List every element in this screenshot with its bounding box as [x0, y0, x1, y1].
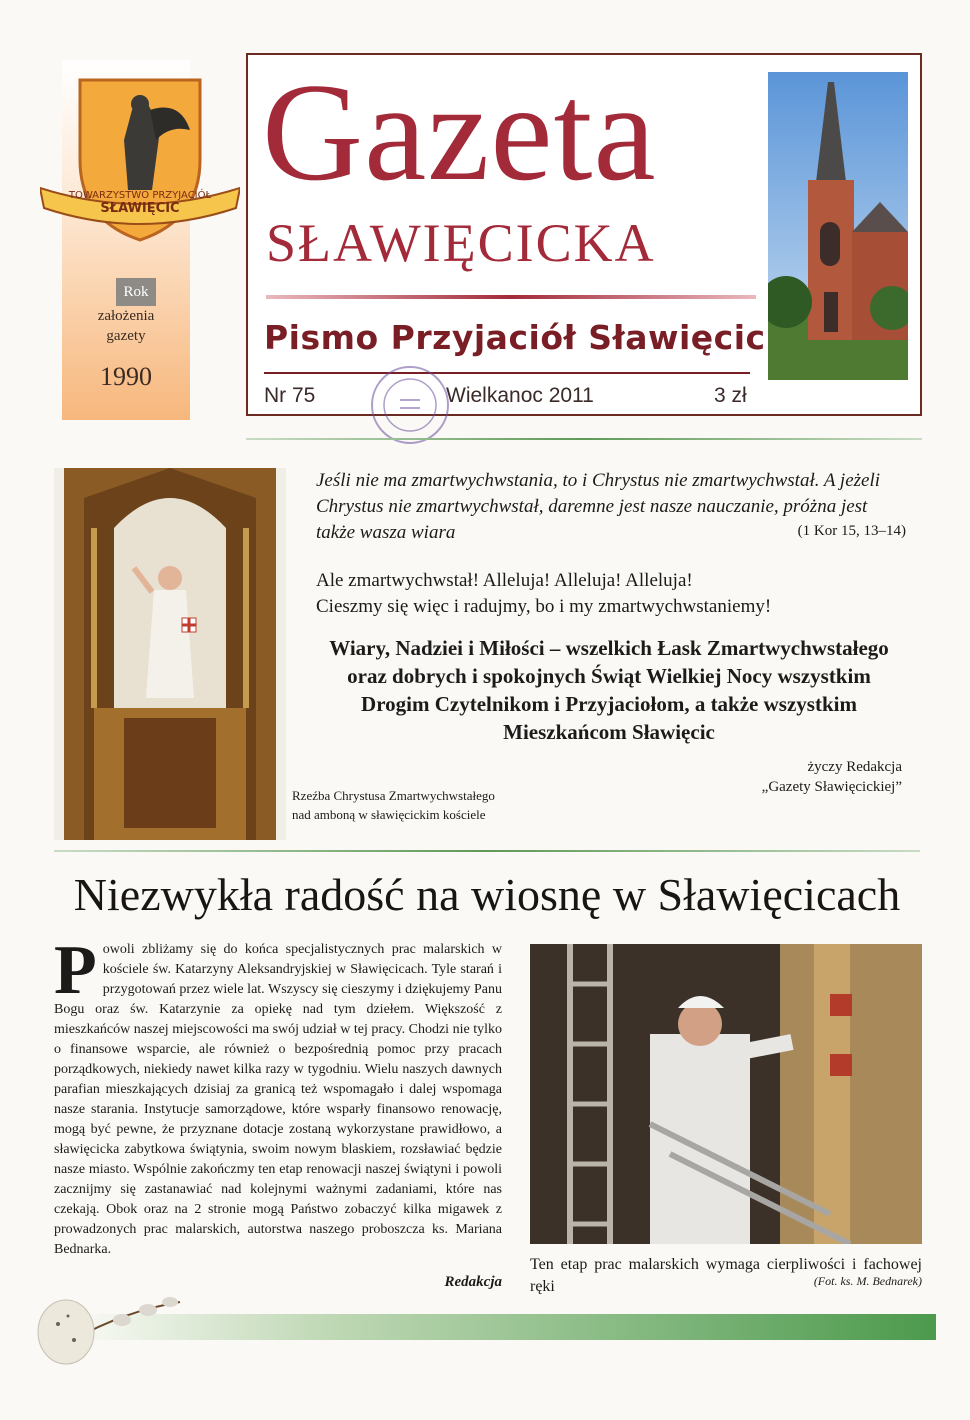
title-divider: [266, 295, 756, 299]
church-painter-photo: [530, 944, 922, 1244]
easter-greeting: Wiary, Nadziei i Miłości – wszelkich Łask Zmartwychwstałego oraz dobrych i spokojnych Świąt Wielkiej Nocy wszystkim Drogim Czytelnikom i Przyjaciołom, a także wszystkim Mieszkańcom Sławięcic: [329, 636, 889, 744]
svg-text:SŁAWIĘCIC: SŁAWIĘCIC: [100, 201, 180, 216]
tagline-divider: [264, 372, 750, 374]
church-photo: [768, 72, 908, 380]
statue-caption-line2: nad amboną w sławięcickim kościele: [292, 807, 486, 822]
founded-label: założenia: [97, 308, 155, 324]
svg-text:TOWARZYSTWO PRZYJACIÓŁ: TOWARZYSTWO PRZYJACIÓŁ: [68, 190, 212, 201]
photo-credit: (Fot. ks. M. Bednarek): [813, 1274, 922, 1288]
easter-egg-icon: [30, 1282, 190, 1368]
footer-green-bar: [68, 1314, 936, 1340]
article-author: Redakcja: [444, 1274, 502, 1290]
newspaper-title: Gazeta: [262, 55, 657, 210]
society-crest-logo: [40, 70, 240, 250]
bible-quote-text: Jeśli nie ma zmartwychwstania, to i Chrystus nie zmartwychwstał. A jeżeli Chrystus nie zmartwychwstał, daremne jest nasze nauczanie, próżna jest także wasza wiara: [316, 470, 881, 543]
library-stamp-icon: [340, 362, 460, 448]
issue-number: Nr 75: [264, 384, 316, 407]
resurrection-statue-photo: [54, 468, 286, 840]
signature-line2: „Gazety Sławięcickiej”: [761, 779, 902, 795]
founding-year: 1990: [100, 362, 152, 391]
bible-quote-ref: (1 Kor 15, 13–14): [797, 523, 906, 539]
article-headline: Niezwykła radość na wiosnę w Sławięcicach: [73, 869, 901, 920]
drop-cap: P: [54, 932, 97, 1009]
signature-line1: życzy Redakcja: [807, 759, 902, 775]
price-label: 3 zł: [714, 384, 747, 407]
newspaper-label: gazety: [106, 328, 146, 344]
statue-caption-line1: Rzeźba Chrystusa Zmartwychwstałego: [292, 788, 495, 803]
bible-quote: [316, 468, 906, 546]
section-separator: [246, 438, 922, 440]
newspaper-subtitle: SŁAWIĘCICKA: [266, 213, 656, 273]
article-text: owoli zbliżamy się do końca specjalistycznych prac malarskich w kościele św. Katarzyny Aleksandryjskiej w Sławięcicach. Tyle starań i przygotowań przez wiele lat. Wszyscy się cieszymy i dziękujemy Panu Bogu oraz św. Katarzynie za opiekę nad tym dziełem. Większość z mieszkańców naszej miejscowości ma swój udział w tej pracy. Chodzi nie tylko o finansowe wsparcie, ale również o bezpośrednią pomoc przy pracach porządkowych, niekiedy nawet kilka razy w tygodniu. Wielu naszych dawnych parafian mieszkających dzisiaj za granicą też wspomagało i dalej wspomaga nasze starania. Instytucje samorządowe, które wsparły finansowo renowację, mogą być pewne, że przyznane dotacje zostaną wykorzystane prawidłowo, a sławięcicka zabytkowa świątynia, swoim nowym blaskiem, rozsławiać będzie nasze miasto. Wspólnie zakończmy ten etap renowacji naszej świątyni i powoli zacznijmy się zastanawiać nad kolejnymi ważnymi zadaniami, które nas czekają. Obok oraz na 2 stronie mogą Państwo zobaczyć kilka migawek z prowadzonych prac malarskich, autorstwa naszego proboszcza ks. Mariana Bednarka.: [54, 942, 502, 1257]
painter-photo-caption: Ten etap prac malarskich wymaga cierpliwości i fachowej ręki: [530, 1256, 922, 1295]
rok-label: Rok: [116, 278, 156, 306]
rejoice-line: Cieszmy się więc i radujmy, bo i my zmartwychwstaniemy!: [316, 596, 772, 617]
alleluja-line: Ale zmartwychwstał! Alleluja! Alleluja! Alleluja!: [316, 570, 693, 591]
headline-separator: [54, 850, 920, 852]
article-body: [54, 932, 502, 1260]
edition-label: Wielkanoc 2011: [446, 384, 594, 407]
tagline: Pismo Przyjaciół Sławięcic: [264, 318, 766, 357]
